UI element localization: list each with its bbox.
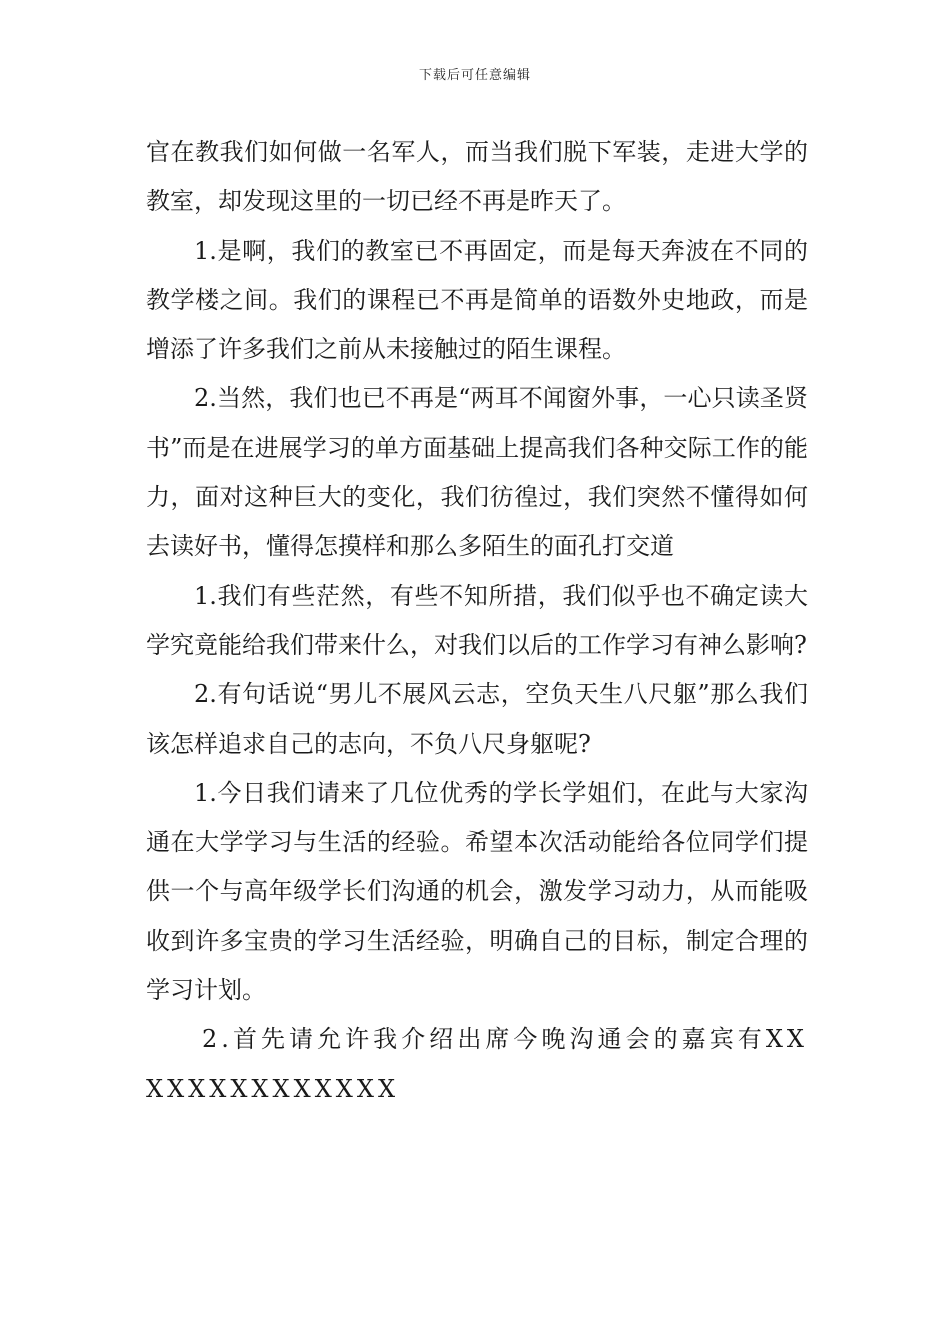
document-body [146, 128, 808, 1114]
paragraph-2: 1.是啊，我们的教室已不再固定，而是每天奔波在不同的教学楼之间。我们的课程已不再是简单的语数外史地政，而是增添了许多我们之前从未接触过的陌生课程。 [146, 236, 808, 364]
paragraph-5: 2.有句话说“男儿不展风云志，空负天生八尺躯”那么我们该怎样追求自己的志向，不负八尺身躯呢? [146, 680, 808, 758]
paragraph-4: 1.我们有些茫然，有些不知所措，我们似乎也不确定读大学究竟能给我们带来什么，对我们以后的工作学习有神么影响? [146, 581, 808, 659]
paragraph-1: 官在教我们如何做一名军人，而当我们脱下军装，走进大学的教室，却发现这里的一切已经不再是昨天了。 [146, 138, 808, 216]
header-note: 下载后可任意编辑 [418, 68, 531, 83]
paragraph-3: 2.当然，我们也已不再是“两耳不闻窗外事，一心只读圣贤书”而是在进展学习的单方面基础上提高我们各种交际工作的能力，面对这种巨大的变化，我们彷徨过，我们突然不懂得如何去读好书，懂得怎摸样和那么多陌生的面孔打交道 [146, 384, 808, 561]
paragraph-6: 1.今日我们请来了几位优秀的学长学姐们，在此与大家沟通在大学学习与生活的经验。希望本次活动能给各位同学们提供一个与高年级学长们沟通的机会，激发学习动力，从而能吸收到许多宝贵的学习生活经验，明确自己的目标，制定合理的学习计划。 [146, 778, 808, 1005]
paragraph-7: 2.首先请允许我介绍出席今晚沟通会的嘉宾有XXXXXXXXXXXXXX [146, 1025, 808, 1103]
